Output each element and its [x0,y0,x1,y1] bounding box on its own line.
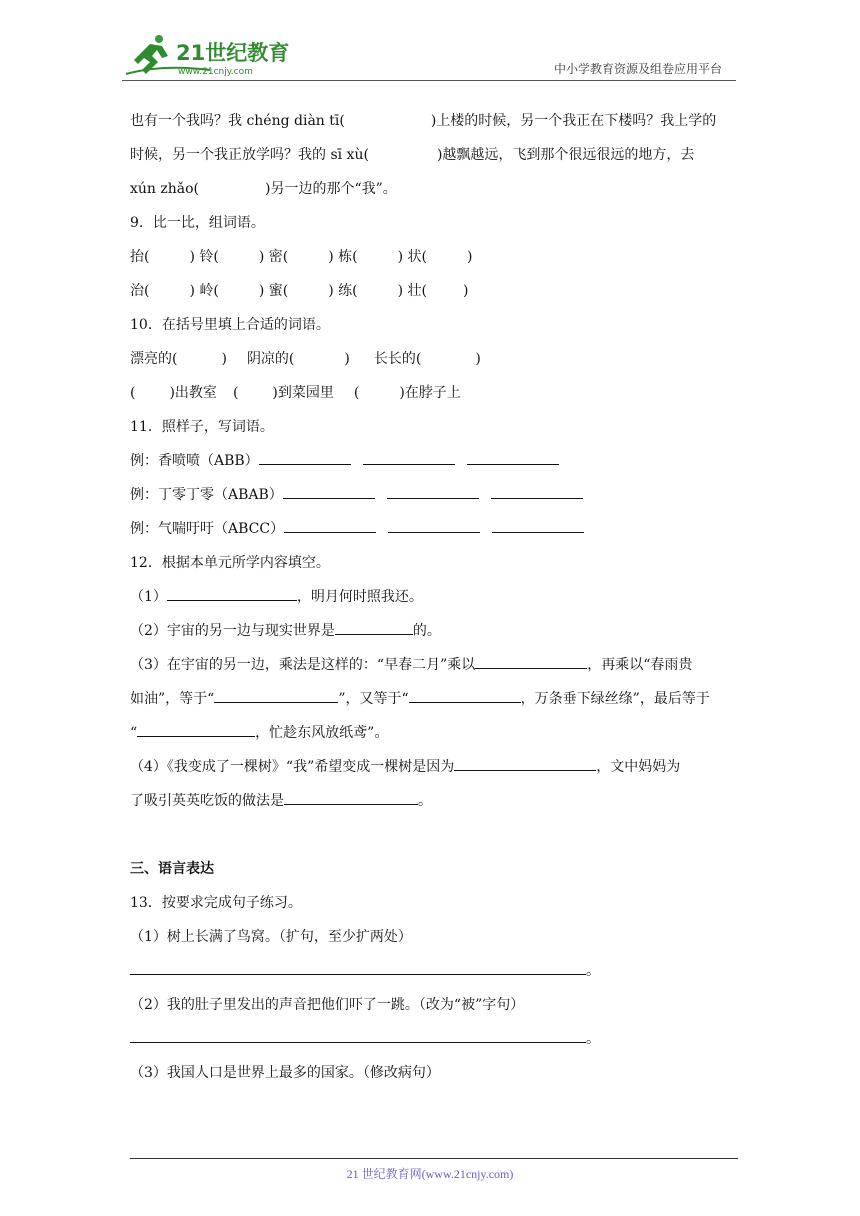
prompt-text: ( [232,385,239,401]
answer-line[interactable] [491,484,583,499]
question-title: 12．根据本单元所学内容填空。 [130,555,330,571]
answer-line[interactable] [388,518,480,533]
example-text: 例：气喘吁吁（ABCC） [130,521,285,537]
passage-text: )越飘越远，飞到那个很远很远的地方，去 [436,147,695,163]
answer-line[interactable] [259,450,351,465]
answer-line[interactable] [284,518,376,533]
prompt-text: )在脖子上 [399,385,461,401]
sub-text: ”，又等于“ [338,691,409,707]
sub-text: “ [130,725,138,741]
passage-text: 也有一个我吗？我 chéng diàn tī( [130,113,345,129]
char-prompt: ) 密( [258,249,289,265]
passage-text: 时候，另一个我正放学吗？我的 sī xù( [130,147,369,163]
footer-link[interactable]: 21 世纪教育网(www.21cnjy.com) [346,1167,514,1181]
char-prompt: ) 岭( [189,283,219,299]
site-logo [122,30,292,80]
sub-text: （3）在宇宙的另一边，乘法是这样的：“早春二月”乘以 [130,657,476,673]
prompt-text: ( [130,385,136,401]
passage-line [130,138,730,172]
prompt-text: 漂亮的( [130,351,178,367]
answer-row [130,954,730,988]
fill-row [130,342,730,376]
char-prompt: ) 铃( [189,249,219,265]
sub-text: 。 [418,793,432,809]
passage-text: )另一边的那个“我”。 [265,181,397,197]
answer-row [130,1022,730,1056]
example-text: 例：香喷喷（ABB） [130,453,259,469]
word-row [130,274,730,308]
answer-line[interactable] [363,450,455,465]
answer-line[interactable] [167,586,297,601]
prompt-text: )到菜园里 [272,385,334,401]
sub-text: ，忙趁东风放纸鸢”。 [255,725,389,741]
sub-question [130,648,730,682]
answer-line[interactable] [335,620,413,635]
footer-rule [130,1158,738,1159]
header-rule [122,80,736,81]
sub-question-cont [130,784,730,818]
answer-line[interactable] [387,484,479,499]
char-prompt: 治( [130,283,150,299]
example-text: 例：丁零丁零（ABAB） [130,487,283,503]
prompt-text: ) [221,351,227,367]
example-row [130,478,730,512]
sub-text: （1） [130,589,167,605]
section-heading: 三、语言表达 [130,861,214,877]
sub-question: （3）我国人口是世界上最多的国家。（修改病句） [130,1065,440,1081]
passage-line [130,172,730,206]
sub-text: ，明月何时照我还。 [296,589,423,605]
question-title: 11．照样子，写词语。 [130,419,274,435]
sub-text: （2）宇宙的另一边与现实世界是 [130,623,335,639]
prompt-text: ( [353,385,360,401]
sub-text: ，文中妈妈为 [596,759,681,775]
fill-row [130,376,730,410]
sub-question: （2）我的肚子里发出的声音把他们吓了一跳。（改为“被”字句） [130,997,525,1013]
char-prompt: ) 练( [328,283,358,299]
sub-question [130,580,730,614]
answer-line[interactable] [130,960,586,975]
sub-question: （1）树上长满了鸟窝。（扩句，至少扩两处） [130,929,412,945]
answer-line[interactable] [454,756,596,771]
answer-line[interactable] [409,688,521,703]
char-prompt: ) [462,283,469,299]
prompt-text: )出教室 [169,385,217,401]
answer-line[interactable] [130,1028,586,1043]
sub-question-cont [130,716,730,750]
sub-question [130,750,730,784]
svg-text:www.21cnjy.com: www.21cnjy.com [178,67,253,77]
sub-text: 的。 [412,623,441,639]
prompt-text: ) [344,351,350,367]
word-row [130,240,730,274]
sub-question-cont [130,682,730,716]
sub-text: 了吸引英英吃饭的做法是 [130,793,284,809]
passage-text: xún zhǎo( [130,181,200,197]
prompt-text: 阴凉的( [246,351,295,367]
prompt-text: 长长的( [373,351,422,367]
passage-line [130,104,730,138]
sub-text: ，再乘以“春雨贵 [587,657,693,673]
passage-text: )上楼的时候，另一个我正在下楼吗？我上学的 [430,113,717,129]
sub-question [130,614,730,648]
answer-line[interactable] [284,790,418,805]
platform-name: 中小学教育资源及组卷应用平台 [553,62,722,76]
example-row [130,512,730,546]
char-prompt: ) 状( [397,249,427,265]
char-prompt: 抬( [130,249,150,265]
answer-line[interactable] [492,518,584,533]
question-title: 13．按要求完成句子练习。 [130,895,302,911]
period: 。 [586,963,600,979]
sub-text: ，万条垂下绿丝绦”，最后等于 [520,691,710,707]
question-title: 10．在括号里填上合适的词语。 [130,317,330,333]
svg-text:21世纪教育: 21世纪教育 [176,41,290,65]
char-prompt: ) 壮( [397,283,427,299]
document-body [130,104,730,1090]
prompt-text: ) [475,351,481,367]
answer-line[interactable] [137,722,255,737]
answer-line[interactable] [283,484,375,499]
period: 。 [586,1031,600,1047]
sub-text: （4）《我变成了一棵树》“我”希望变成一棵树是因为 [130,759,455,775]
char-prompt: ) 栋( [328,249,358,265]
question-title: 9．比一比，组词语。 [130,215,265,231]
answer-line[interactable] [475,654,587,669]
answer-line[interactable] [214,688,338,703]
char-prompt: ) [466,249,473,265]
sub-text: 如油”，等于“ [130,691,215,707]
answer-line[interactable] [467,450,559,465]
example-row [130,444,730,478]
char-prompt: ) 蜜( [258,283,289,299]
